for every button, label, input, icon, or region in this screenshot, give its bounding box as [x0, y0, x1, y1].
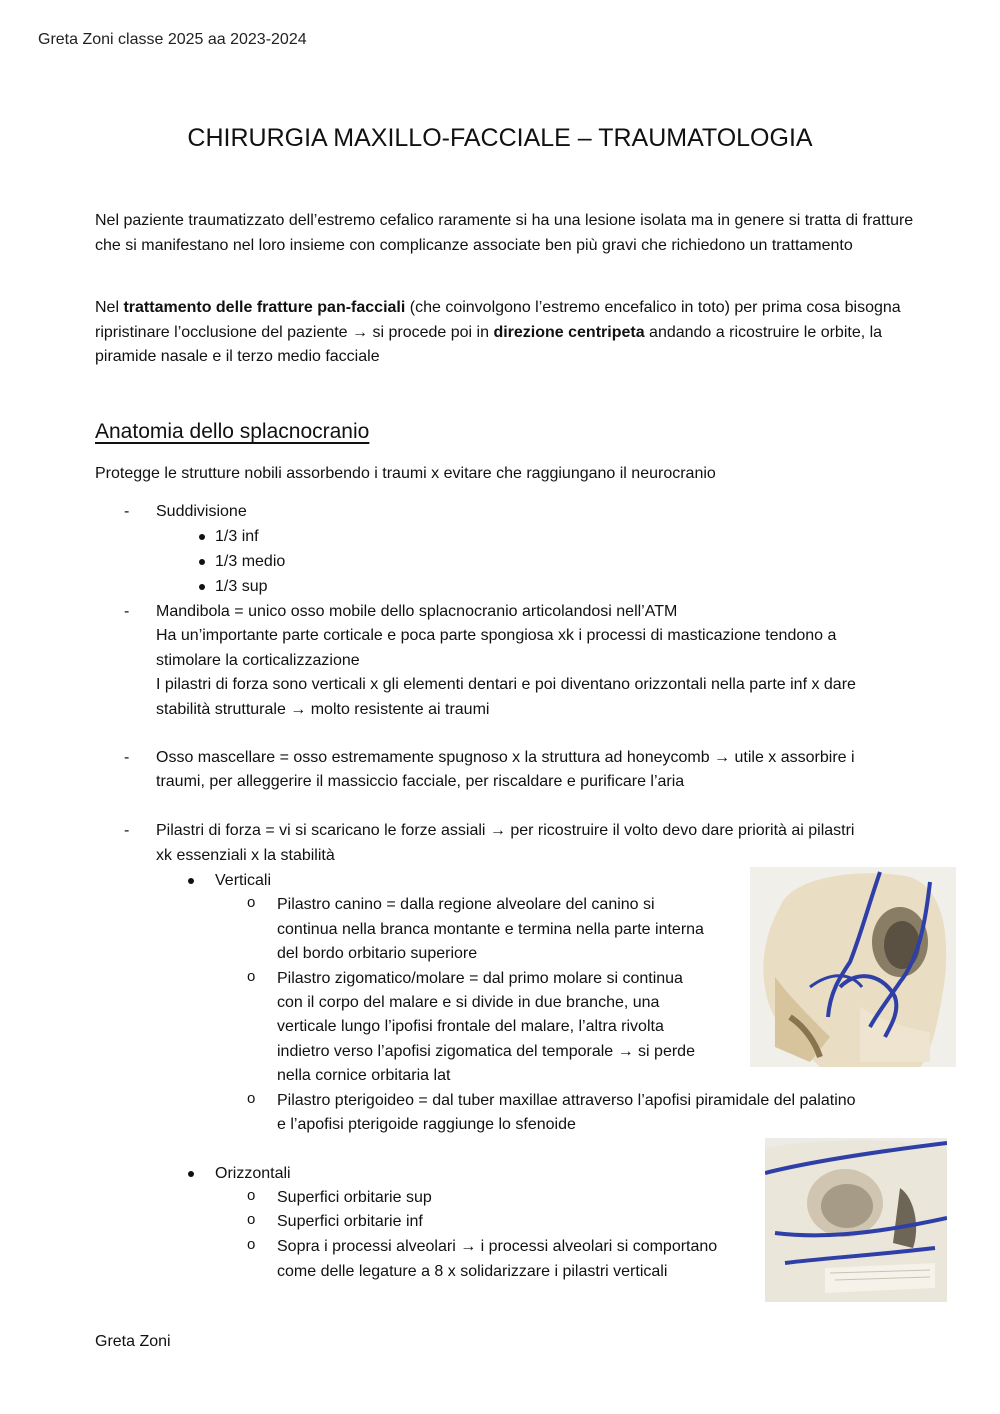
orizzontali-item: Superfici orbitarie sup [277, 1189, 432, 1206]
bullet-dot [199, 534, 205, 540]
mascellare-line: Osso mascellare = osso estremamente spugnoso x la struttura ad honeycomb → utile x assorbire i [156, 749, 855, 766]
canino-line: del bordo orbitario superiore [277, 945, 478, 962]
orizzontali-item: come delle legature a 8 x solidarizzare i pilastri verticali [277, 1263, 668, 1280]
zigomatico-line: verticale lungo l’ipofisi frontale del malare, l’altra rivolta [277, 1018, 664, 1035]
mandibola-line: Mandibola = unico osso mobile dello splacnocranio articolandosi nell’ATM [156, 603, 678, 620]
mandibola-line: I pilastri di forza sono verticali x gli elementi dentari e poi diventano orizzontali nella parte inf x dare [156, 676, 856, 693]
bullet-dot [188, 878, 194, 884]
mascellare-line: traumi, per alleggerire il massiccio facciale, per riscaldare e purificare l’aria [156, 773, 685, 790]
pterigoideo-line: e l’apofisi pterigoide raggiunge lo sfenoide [277, 1116, 576, 1133]
pilastri-line: Pilastri di forza = vi si scaricano le forze assiali → per ricostruire il volto devo dare priorità ai pilastri [156, 822, 855, 839]
zigomatico-line: indietro verso l’apofisi zigomatica del temporale → si perde [277, 1043, 695, 1060]
dash-bullet: - [124, 749, 130, 766]
list-item: 1/3 medio [215, 553, 286, 570]
suddivisione-label: Suddivisione [156, 503, 247, 520]
zigomatico-line: nella cornice orbitaria lat [277, 1067, 451, 1084]
circle-bullet: o [247, 894, 256, 911]
circle-bullet: o [247, 1090, 256, 1107]
intro-paragraph-2: Nel trattamento delle fratture pan-facciali (che coinvolgono l’estremo encefalico in toto) per prima cosa bisogna ripristinare l’occlusione del paziente → si procede poi in direzione centripeta andando a ricostruire le orbite, la piramide nasale e il terzo medio facciale [95, 299, 901, 365]
document-title: CHIRURGIA MAXILLO-FACCIALE – TRAUMATOLOGIA [187, 124, 813, 152]
zigomatico-line: Pilastro zigomatico/molare = dal primo molare si continua [277, 970, 683, 987]
canino-line: continua nella branca montante e termina nella parte interna [277, 921, 704, 938]
zigomatico-line: con il corpo del malare e si divide in due branche, una [277, 994, 660, 1011]
mandibola-line: stimolare la corticalizzazione [156, 652, 360, 669]
skull-vertical-pillars-image [750, 867, 956, 1067]
section-intro: Protegge le strutture nobili assorbendo i traumi x evitare che raggiungano il neurocranio [95, 465, 716, 482]
verticali-label: Verticali [215, 872, 272, 889]
section-heading: Anatomia dello splacnocranio [95, 420, 370, 443]
mandibola-line: stabilità strutturale → molto resistente ai traumi [156, 701, 490, 718]
orizzontali-item: Superfici orbitarie inf [277, 1213, 423, 1230]
list-item: 1/3 sup [215, 578, 268, 595]
orizzontali-label: Orizzontali [215, 1165, 291, 1182]
circle-bullet: o [247, 1236, 256, 1253]
intro-paragraph-1: Nel paziente traumatizzato dell’estremo cefalico raramente si ha una lesione isolata ma in genere si tratta di fratture che si manifestano nel loro insieme con complicanze associate ben più gravi che richiedono un trattamento [95, 212, 914, 254]
list-item: 1/3 inf [215, 528, 259, 545]
bullet-dot [188, 1171, 194, 1177]
pterigoideo-line: Pilastro pterigoideo = dal tuber maxillae attraverso l’apofisi piramidale del palatino [277, 1092, 856, 1109]
bullet-dot [199, 584, 205, 590]
circle-bullet: o [247, 1211, 256, 1228]
circle-bullet: o [247, 968, 256, 985]
dash-bullet: - [124, 603, 130, 620]
dash-bullet: - [124, 503, 130, 520]
pilastri-line: xk essenziali x la stabilità [156, 847, 335, 864]
orizzontali-item: Sopra i processi alveolari → i processi alveolari si comportano [277, 1238, 718, 1255]
canino-line: Pilastro canino = dalla regione alveolare del canino si [277, 896, 655, 913]
circle-bullet: o [247, 1187, 256, 1204]
bullet-dot [199, 559, 205, 565]
page-footer: Greta Zoni [95, 1333, 171, 1350]
page-header: Greta Zoni classe 2025 aa 2023-2024 [38, 31, 307, 48]
mandibola-line: Ha un’importante parte corticale e poca parte spongiosa xk i processi di masticazione tendono a [156, 627, 837, 644]
skull-horizontal-pillars-image [765, 1138, 947, 1302]
dash-bullet: - [124, 822, 130, 839]
